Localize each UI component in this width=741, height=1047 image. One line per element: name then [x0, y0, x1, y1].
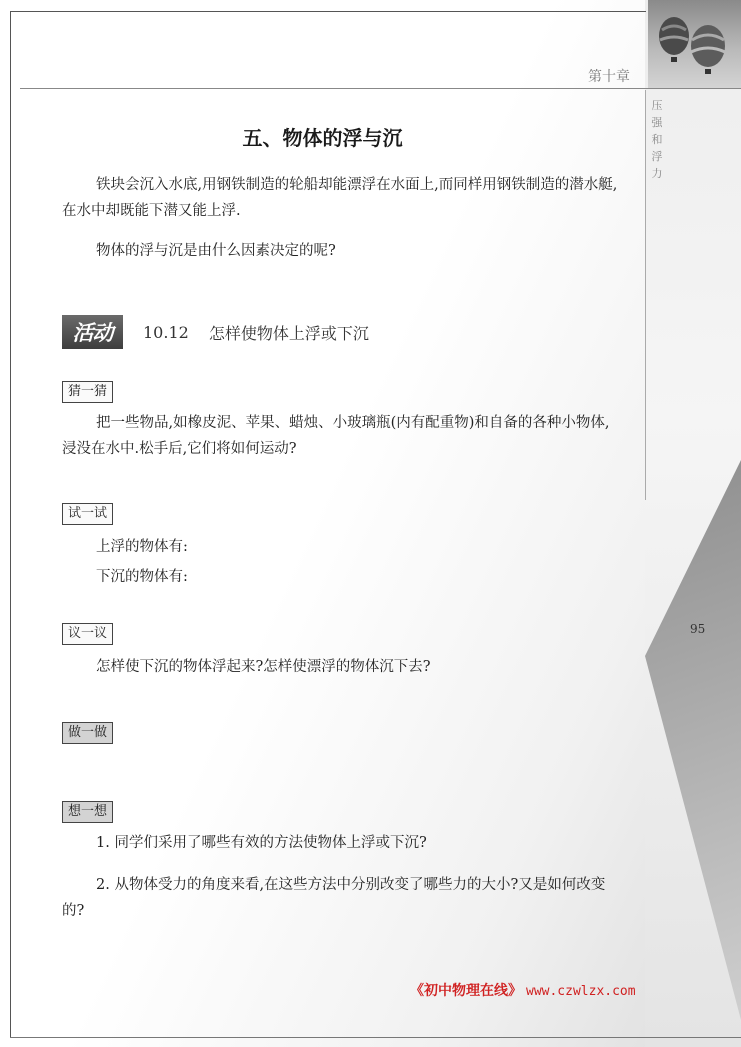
think-q2-text: 2. 从物体受力的角度来看,在这些方法中分别改变了哪些力的大小?又是如何改变的? [62, 877, 606, 919]
intro-paragraph [62, 172, 618, 224]
activity-title: 怎样使物体上浮或下沉 [208, 323, 369, 343]
guess-paragraph [62, 410, 618, 462]
side-title-char: 强 [651, 116, 663, 129]
watermark-url: www.czwlzx.com [526, 984, 636, 999]
side-title-char: 和 [651, 133, 663, 146]
balloon-photo [648, 0, 741, 88]
frame-bottom-line [10, 1037, 741, 1038]
try-float-line [62, 534, 618, 560]
activity-badge: 活动 [62, 315, 123, 349]
try-tag: 试一试 [62, 503, 113, 525]
hot-air-balloon-icon [648, 0, 741, 88]
guess-text: 把一些物品,如橡皮泥、苹果、蜡烛、小玻璃瓶(内有配重物)和自备的各种小物体,浸没在水中.松手后,它们将如何运动? [62, 415, 610, 457]
side-title-char: 浮 [651, 150, 663, 163]
guess-tag: 猜一猜 [62, 381, 113, 403]
frame-top-line [10, 11, 646, 12]
intro-text: 铁块会沉入水底,用钢铁制造的轮船却能漂浮在水面上,而同样用钢铁制造的潜水艇,在水中却既能下潜又能上浮. [62, 177, 618, 219]
think-question-2 [62, 872, 618, 924]
intro-question [62, 238, 618, 264]
try-float-text: 上浮的物体有: [96, 539, 188, 555]
do-tag: 做一做 [62, 722, 113, 744]
try-sink-text: 下沉的物体有: [96, 569, 188, 585]
side-title-char: 力 [651, 167, 663, 180]
chapter-side-title [650, 97, 664, 182]
section-title: 五、物体的浮与沉 [242, 126, 403, 150]
frame-left-line [10, 11, 11, 1037]
think-question-1 [62, 830, 618, 856]
think-tag: 想一想 [62, 801, 113, 823]
watermark-name: 《初中物理在线》 [410, 983, 522, 999]
discuss-tag: 议一议 [62, 623, 113, 645]
try-sink-line [62, 564, 618, 590]
discuss-text: 怎样使下沉的物体浮起来?怎样使漂浮的物体沉下去? [96, 659, 431, 675]
page-number: 95 [690, 622, 706, 636]
chapter-label: 第十章 [588, 69, 630, 85]
side-title-char: 压 [651, 99, 663, 112]
header-rule [20, 88, 741, 89]
activity-number: 10.12 [143, 322, 189, 342]
discuss-paragraph [62, 654, 618, 680]
think-q1-text: 1. 同学们采用了哪些有效的方法使物体上浮或下沉? [96, 835, 427, 851]
activity-heading [62, 314, 369, 350]
side-divider [645, 90, 646, 500]
watermark [410, 980, 636, 1000]
intro-question-text: 物体的浮与沉是由什么因素决定的呢? [96, 243, 336, 259]
